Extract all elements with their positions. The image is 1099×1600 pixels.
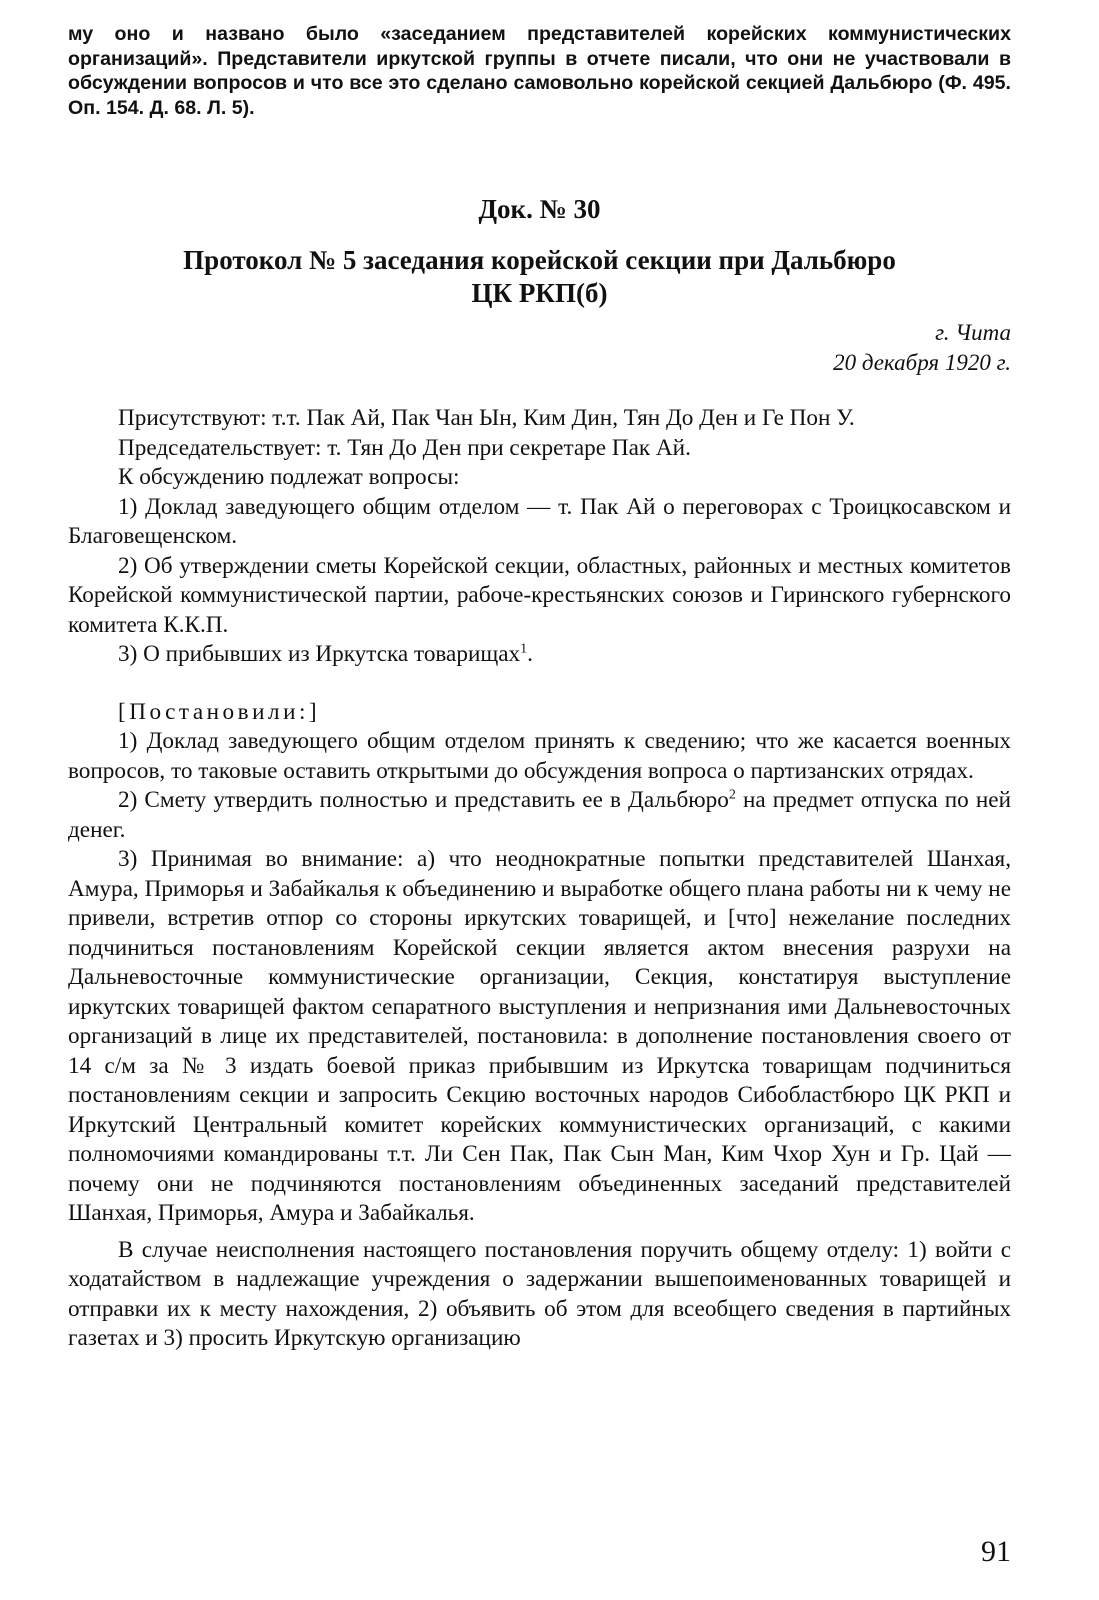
resolution-2-text-b: на предмет отпуска по ней денег. xyxy=(68,787,1011,843)
agenda-intro: К обсуждению подлежат вопросы: xyxy=(118,464,460,490)
agenda-item-3-text: 3) О прибывших из Иркутска товарищах xyxy=(118,641,521,667)
resolution-final: В случае неисполнения настоящего постановления поручить общему отделу: 1) войти с ходатайством в надлежащие учреждения о задержании вышепоименованных товарищей и отправки их к месту нахождения, 2) объявить об этом для всеобщего сведения в партийных газетах и 3) просить Иркутскую организацию xyxy=(68,1236,1011,1351)
agenda-item-3: 3) О прибывших из Иркутска товарищах$^1$. xyxy=(118,641,533,667)
resolution-1: 1) Доклад заведующего общим отделом принять к сведению; что же касается военных вопросов, то таковые оставить открытыми до обсуждения вопроса о партизанских отрядах. xyxy=(68,728,1011,784)
resolutions-section xyxy=(68,698,1011,1354)
agenda-item-1: 1) Доклад заведующего общим отделом — т. Пак Ай о переговорах с Троицкосавском и Благовещенском. xyxy=(68,493,1011,549)
document-title-line-2: ЦК РКП(б) xyxy=(471,278,608,308)
place: г. Чита xyxy=(935,320,1011,345)
document-number: Док. № 30 xyxy=(478,194,601,224)
page-number: 91 xyxy=(981,1535,1011,1568)
intro-paragraph: му оно и названо было «заседанием представителей корейских коммунистических организаций». Представители иркутской группы в отчете писали, что они не участвовали в обсуждении вопросов и что все это сделано самовольно корейской секцией Дальбюро (Ф. 495. Оп. 154. Д. 68. Л. 5). xyxy=(68,23,1011,119)
document-title-line-1: Протокол № 5 заседания корейской секции при Дальбюро xyxy=(183,245,896,275)
chair-line: Председательствует: т. Тян До Ден при секретаре Пак Ай. xyxy=(118,434,691,461)
resolved-label xyxy=(68,698,1011,728)
document-title xyxy=(68,244,1011,310)
footnote-ref-2: 2 xyxy=(728,787,736,803)
agenda-section xyxy=(68,404,1011,670)
footnote-ref-1: 1 xyxy=(520,641,528,657)
resolution-2-text-a: 2) Смету утвердить полностью и представить ее в Дальбюро xyxy=(118,787,729,813)
resolved-label-text: [Постановили:] xyxy=(118,698,321,725)
resolution-3: 3) Принимая во внимание: а) что неоднократные попытки представителей Шанхая, Амура, Приморья и Забайкалья к объединению и выработке общего плана работы ни к чему не привели, встретив отпор со стороны иркутских товарищей, и [что] нежелание последних подчиниться постановлениям Корейской секции является актом внесения разрухи на Дальневосточные коммунистические организации, Секция, констатируя выступление иркутских товарищей фактом сепаратного выступления и непризнания ими Дальневосточных организаций в лице их представителей, постановила: в дополнение постановления своего от 14 с/м за № 3 издать боевой приказ прибывшим из Иркутска товарищам подчиниться постановлениям секции и запросить Секцию восточных народов Сибобластбюро ЦК РКП и Иркутский Центральный комитет корейских коммунистических организаций, с какими полномочиями командированы т.т. Ли Сен Пак, Пак Сын Ман, Ким Чхор Хун и Гр. Цай — почему они не подчиняются постановлениям объединенных заседаний представителей Шанхая, Приморья, Амура и Забайкалья. xyxy=(68,846,1011,1226)
intro-section xyxy=(68,22,1011,120)
date: 20 декабря 1920 г. xyxy=(833,350,1011,375)
agenda-item-2: 2) Об утверждении сметы Корейской секции, областных, районных и местных комитетов Корейской коммунистической партии, рабоче-крестьянских союзов и Гиринского губернского комитета К.К.П. xyxy=(68,552,1011,638)
resolution-2 xyxy=(68,786,1011,845)
place-date xyxy=(68,318,1011,378)
attendees-line: Присутствуют: т.т. Пак Ай, Пак Чан Ын, Ким Дин, Тян До Ден и Ге Пон У. xyxy=(118,405,855,431)
document-page xyxy=(68,22,1011,1354)
